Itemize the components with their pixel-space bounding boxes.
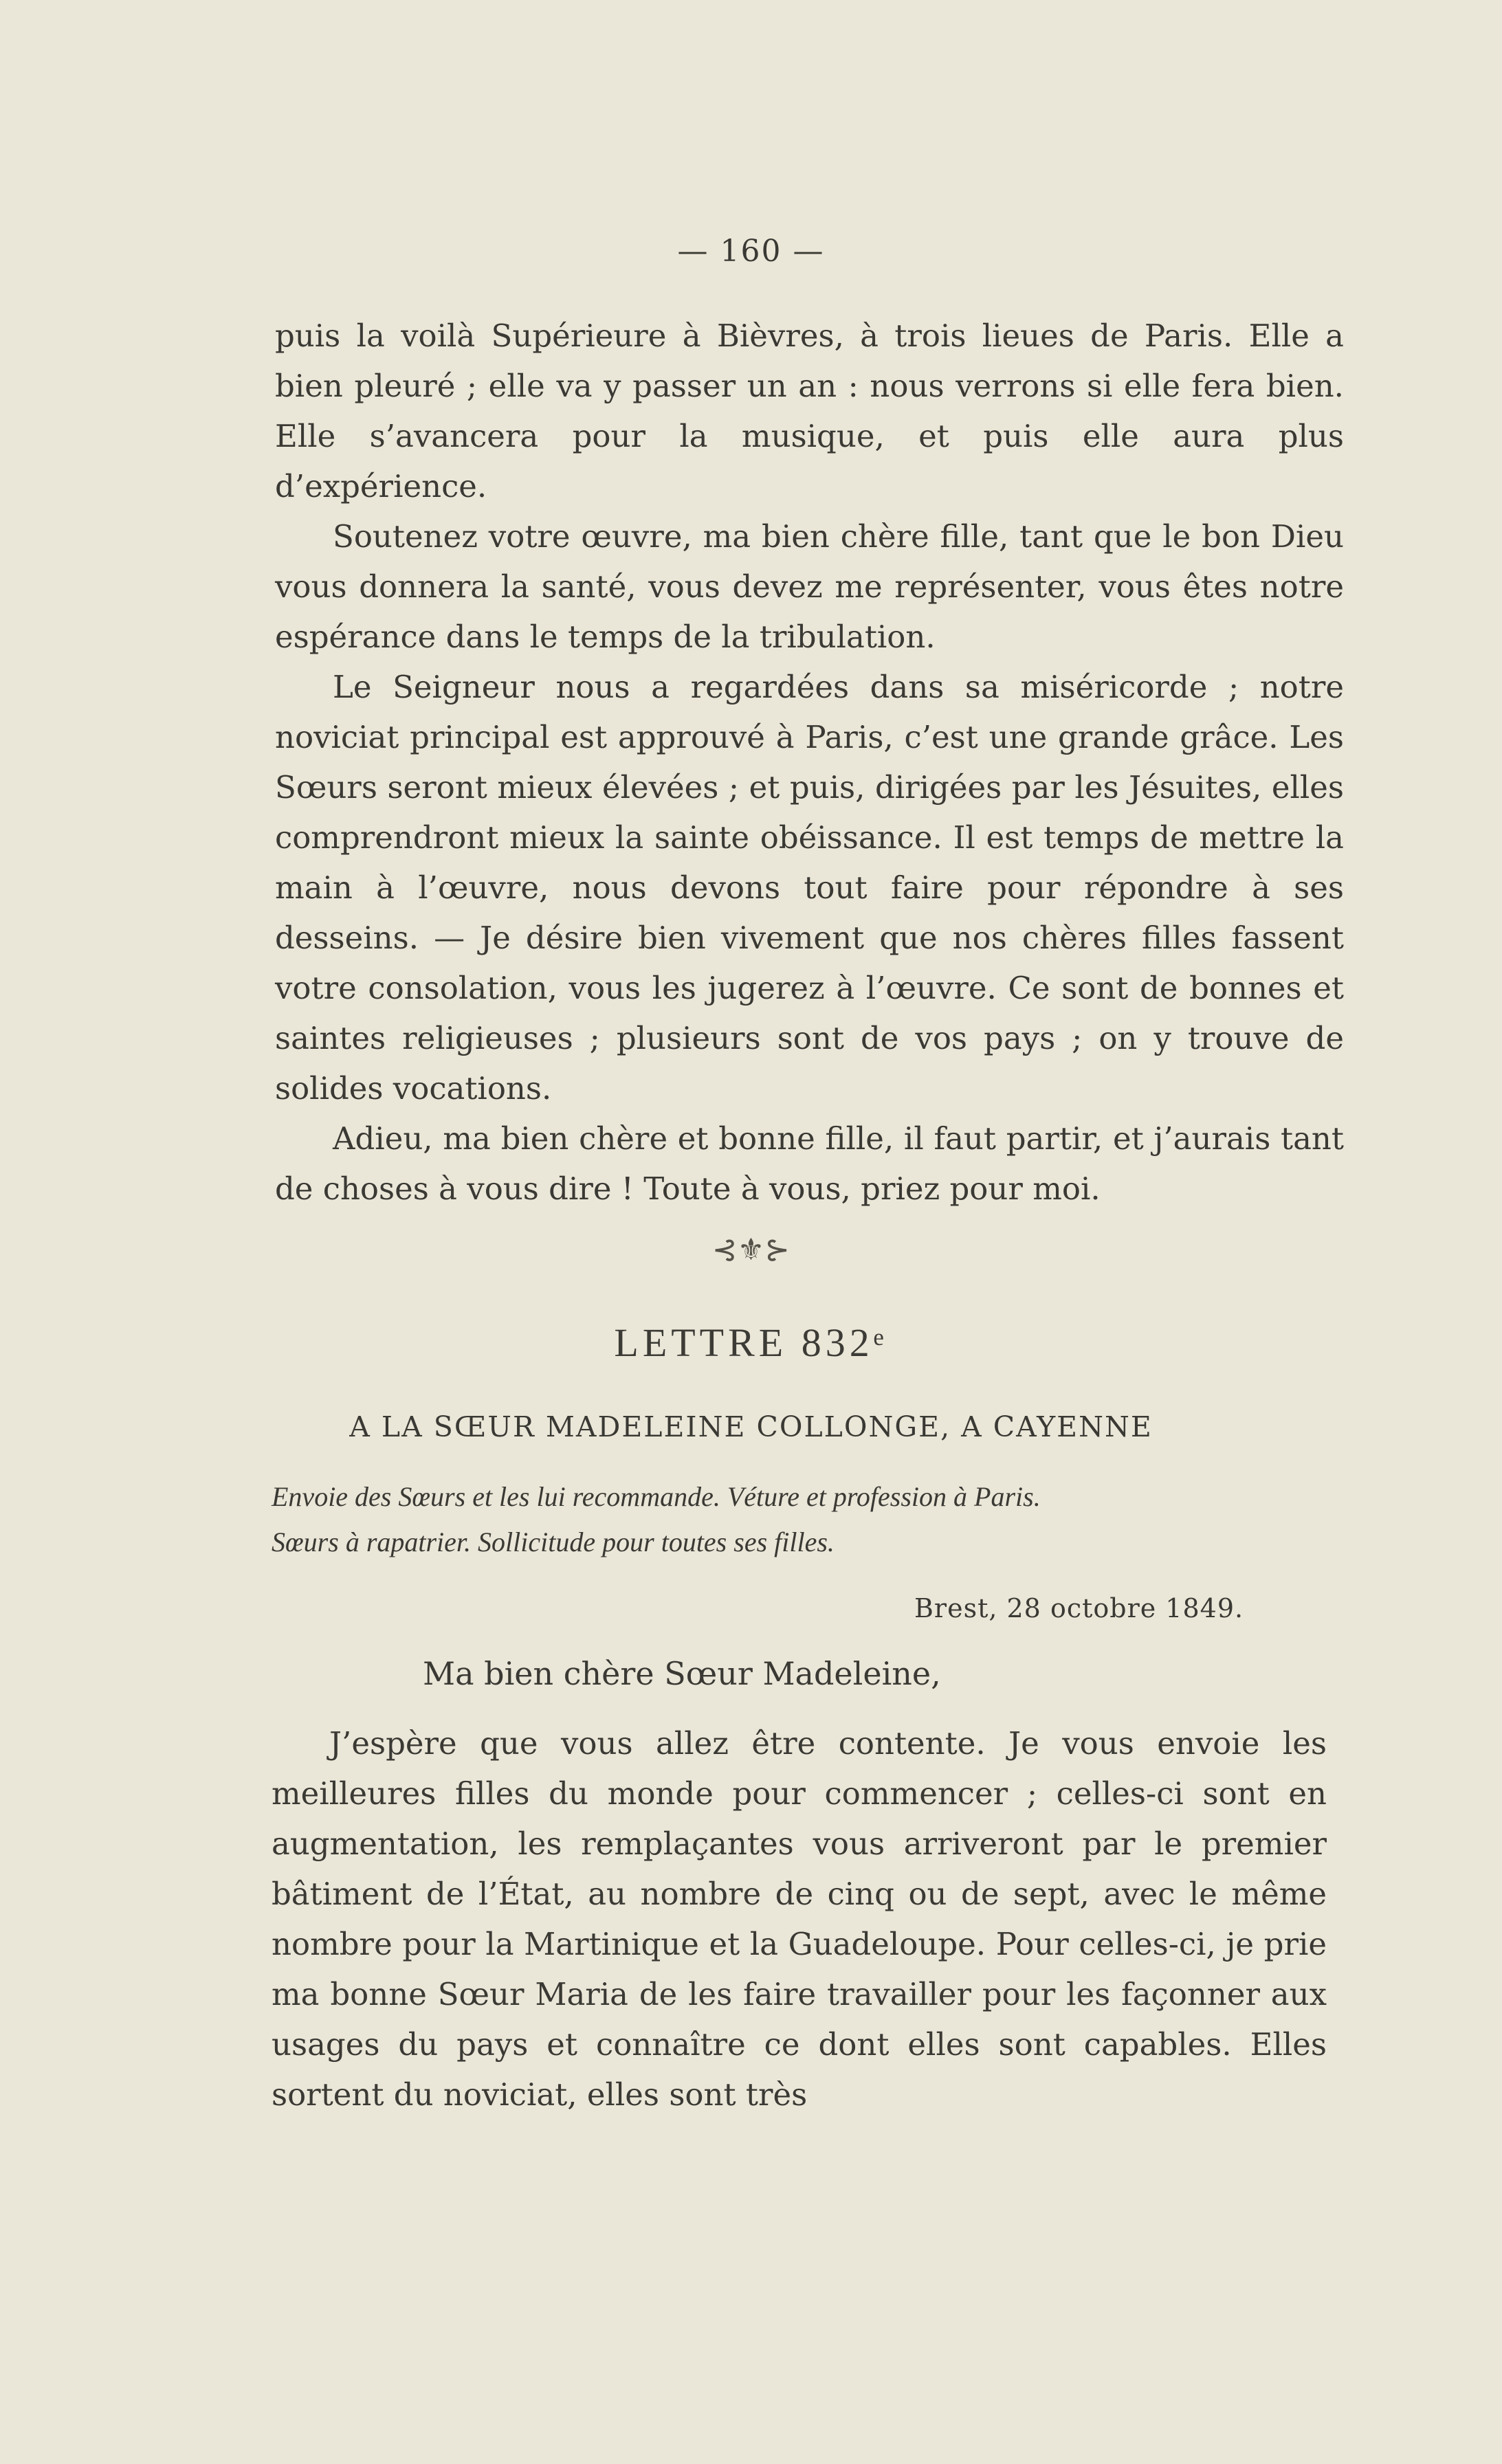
paragraph: puis la voilà Supérieure à Bièvres, à trois lieues de Paris. Elle a bien pleuré ; elle va y passer un an : nous verrons si elle fera bien. Elle s’avancera pour la musique, et puis elle aura plus d’expérience. [275,318,1344,504]
letter-salutation: Ma bien chère Sœur Madeleine, [423,1655,941,1692]
paragraph: J’espère que vous allez être contente. Je vous envoie les meilleures filles du monde pour commencer ; celles-ci sont en augmentation, les remplaçantes vous arriveront par le premier bâtiment de l’État, au nombre de cinq ou de sept, avec le même nombre pour la Martinique et la Guadeloupe. Pour celles-ci, je prie ma bonne Sœur Maria de les faire travailler pour les façonner aux usages du pays et connaître ce dont elles sont capables. Elles sortent du noviciat, elles sont très [272,1725,1327,2113]
letter-title: LETTRE 832ᵉ [614,1320,888,1365]
letter-body [272,1718,1327,2120]
paragraph: Soutenez votre œuvre, ma bien chère fille, tant que le bon Dieu vous donnera la santé, vous devez me représenter, vous êtes notre espérance dans le temps de la tribulation. [275,518,1344,655]
ornament-divider-icon: ⊰⚜⊱ [711,1232,791,1267]
page-number: — 160 — [677,234,825,269]
letter-summary [272,1474,1334,1565]
summary-line: Envoie des Sœurs et les lui recommande. Véture et profession à Paris. [272,1481,1041,1512]
continued-letter-text [275,311,1344,1214]
paragraph: Adieu, ma bien chère et bonne fille, il faut partir, et j’aurais tant de choses à vous dire ! Toute à vous, priez pour moi. [275,1120,1344,1207]
summary-line: Sœurs à rapatrier. Sollicitude pour toutes ses filles. [272,1527,835,1557]
letter-dateline: Brest, 28 octobre 1849. [914,1593,1244,1623]
letter-addressee: A LA SŒUR MADELEINE COLLONGE, A CAYENNE [349,1410,1153,1443]
paragraph: Le Seigneur nous a regardées dans sa miséricorde ; notre noviciat principal est approuvé à Paris, c’est une grande grâce. Les Sœurs seront mieux élevées ; et puis, dirigées par les Jésuites, elles comprendront mieux la sainte obéissance. Il est temps de mettre la main à l’œuvre, nous devons tout faire pour répondre à ses desseins. — Je désire bien vivement que nos chères filles fassent votre consolation, vous les jugerez à l’œuvre. Ce sont de bonnes et saintes religieuses ; plusieurs sont de vos pays ; on y trouve de solides vocations. [275,669,1344,1107]
